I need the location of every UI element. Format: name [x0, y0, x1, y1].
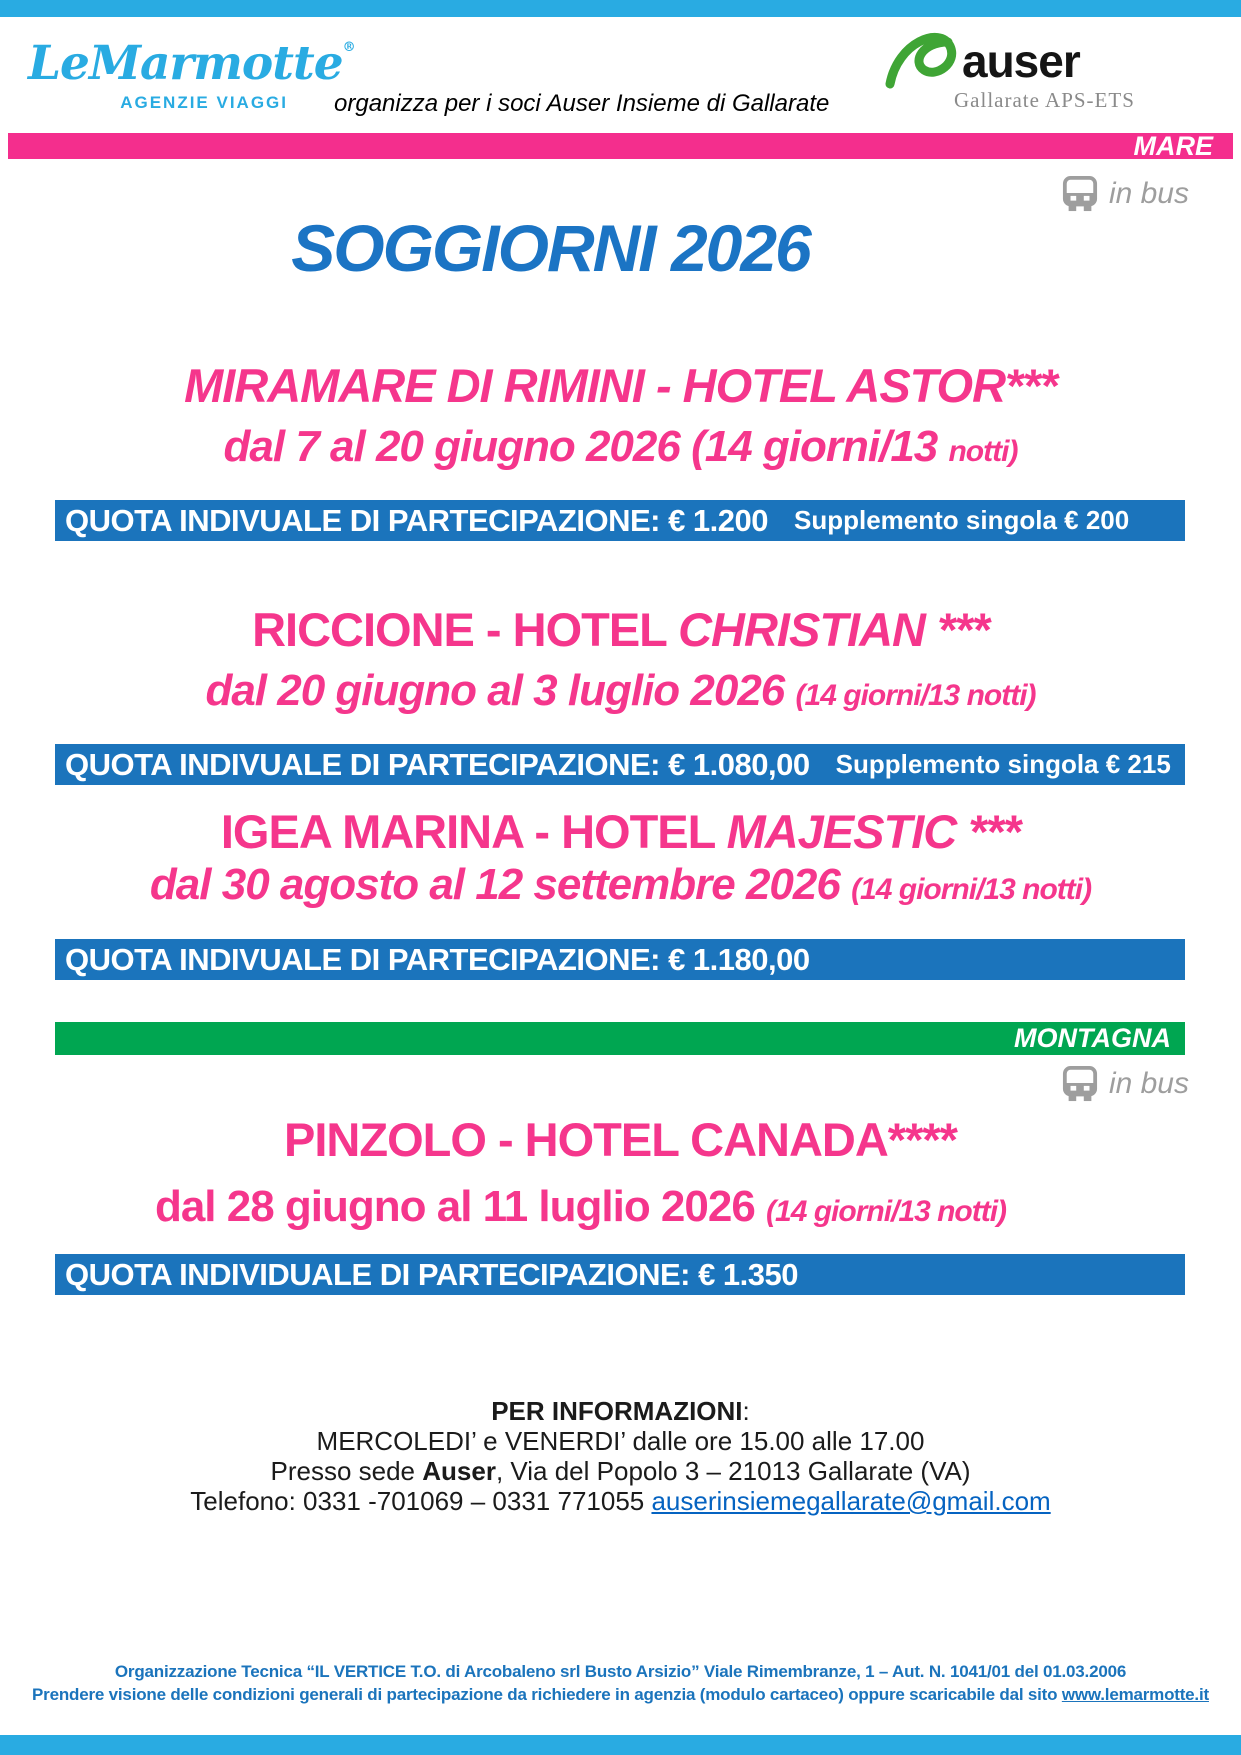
auser-logo: [882, 16, 1182, 116]
info-heading-text: PER INFORMAZIONI: [491, 1396, 743, 1426]
in-bus-badge-mountain: [1061, 1066, 1189, 1102]
montagna-banner: [55, 1022, 1185, 1055]
info-hours: MERCOLEDI’ e VENERDI’ dalle ore 15.00 alle 17.00: [316, 1426, 925, 1456]
auser-swirl-icon: [882, 20, 964, 102]
footer-line2-text: Prendere visione delle condizioni generali di partecipazione da richiedere in agenzia (modulo cartaceo) oppure scaricabile dal sito: [32, 1685, 1062, 1704]
mare-banner: [8, 130, 1233, 161]
footer-line2: [0, 1683, 1241, 1706]
lemarmotte-tagline: AGENZIE VIAGGI: [120, 93, 288, 112]
supplement-label: Supplemento singola € 215: [835, 749, 1171, 779]
offer-date-main: dal 30 agosto al 12 settembre 2026: [149, 860, 852, 909]
offer-title-text: PINZOLO - HOTEL CANADA: [284, 1113, 888, 1166]
page-title: SOGGIORNI 2026: [291, 211, 810, 285]
lemarmotte-wordmark: [28, 36, 355, 91]
offer-stars: ***: [937, 603, 989, 656]
quota-bar: [55, 500, 1185, 541]
bus-icon: [1061, 1066, 1099, 1102]
quota-label: QUOTA INDIVIDUALE DI PARTECIPAZIONE: € 1.350: [65, 1256, 799, 1292]
quota-bar: [55, 744, 1185, 785]
info-address-rest: , Via del Popolo 3 – 21013 Gallarate (VA): [495, 1456, 971, 1486]
offer-date-note: (14 giorni/13 notti): [766, 1195, 1007, 1228]
offer-date-note: notti): [948, 435, 1018, 468]
auser-wordmark: auser: [962, 35, 1080, 87]
offer-title-text: RICCIONE - HOTEL: [252, 603, 679, 656]
quota-label: QUOTA INDIVUALE DI PARTECIPAZIONE: € 1.200: [65, 502, 769, 538]
quota-label: QUOTA INDIVUALE DI PARTECIPAZIONE: € 1.180,00: [65, 941, 810, 977]
offer-stars: ***: [1005, 359, 1057, 412]
quota-bar: [55, 1254, 1185, 1295]
offer-title-pinzolo: [0, 1112, 1241, 1167]
organizer-subtitle: organizza per i soci Auser Insieme di Gallarate: [334, 90, 830, 117]
in-bus-label: in bus: [1108, 177, 1189, 210]
quota-bar: [55, 939, 1185, 980]
website-link[interactable]: www.lemarmotte.it: [1061, 1685, 1209, 1704]
offer-title-hotel: CHRISTIAN: [678, 603, 938, 656]
offer-title-hotel: MAJESTIC: [726, 805, 969, 858]
info-phone-line: [0, 1486, 1241, 1516]
lemarmotte-logo: [28, 36, 355, 113]
offer-date-main: dal 28 giugno al 11 luglio 2026: [154, 1182, 767, 1231]
footer-line1: Organizzazione Tecnica “IL VERTICE T.O. di Arcobaleno srl Busto Arsizio” Viale Rimembranze, 1 – Aut. N. 1041/01 del 01.03.2006: [114, 1662, 1127, 1681]
offer-date-note: (14 giorni/13 notti): [795, 679, 1036, 712]
info-heading-colon: :: [742, 1396, 750, 1426]
info-block: [0, 1396, 1241, 1516]
registered-mark: ®: [342, 40, 355, 55]
offer-title-text: MIRAMARE DI RIMINI - HOTEL ASTOR: [184, 359, 1006, 412]
bottom-accent-bar: [0, 1735, 1241, 1755]
info-heading: [0, 1396, 1241, 1426]
info-address-prefix: Presso sede: [270, 1456, 423, 1486]
offer-date-pinzolo: [0, 1182, 1241, 1232]
montagna-banner-label: MONTAGNA: [1014, 1023, 1171, 1053]
in-bus-badge-sea: [1061, 176, 1189, 212]
offer-stars: ***: [968, 805, 1021, 858]
offer-stars: ****: [887, 1113, 957, 1166]
quota-label: QUOTA INDIVUALE DI PARTECIPAZIONE: € 1.080,00: [65, 746, 810, 782]
info-phone: Telefono: 0331 -701069 – 0331 771055: [190, 1486, 652, 1516]
offer-title-text: IGEA MARINA - HOTEL: [220, 805, 727, 858]
auser-subtitle: Gallarate APS-ETS: [954, 88, 1135, 112]
offer-date-igea-marina: [0, 860, 1241, 910]
top-accent-bar: [0, 0, 1241, 17]
bus-icon: [1061, 176, 1099, 212]
email-link[interactable]: auserinsiemegallarate@gmail.com: [651, 1486, 1051, 1516]
info-address-org: Auser: [422, 1456, 496, 1486]
supplement-label: Supplemento singola € 200: [794, 505, 1130, 535]
offer-date-riccione: [0, 666, 1241, 716]
offer-title-miramare: [0, 358, 1241, 413]
offer-date-note: (14 giorni/13 notti): [851, 873, 1092, 906]
lemarmotte-wordmark-text: LeMarmotte: [28, 36, 343, 91]
offer-title-riccione: [0, 602, 1241, 657]
offer-date-miramare: [0, 422, 1241, 472]
info-address: [0, 1456, 1241, 1486]
offer-title-igea-marina: [0, 804, 1241, 859]
offer-date-main: dal 7 al 20 giugno 2026 (14 giorni/13: [223, 422, 949, 471]
in-bus-label: in bus: [1108, 1067, 1189, 1100]
footer: [0, 1660, 1241, 1706]
mare-banner-label: MARE: [1133, 130, 1213, 161]
offer-date-main: dal 20 giugno al 3 luglio 2026: [205, 666, 796, 715]
